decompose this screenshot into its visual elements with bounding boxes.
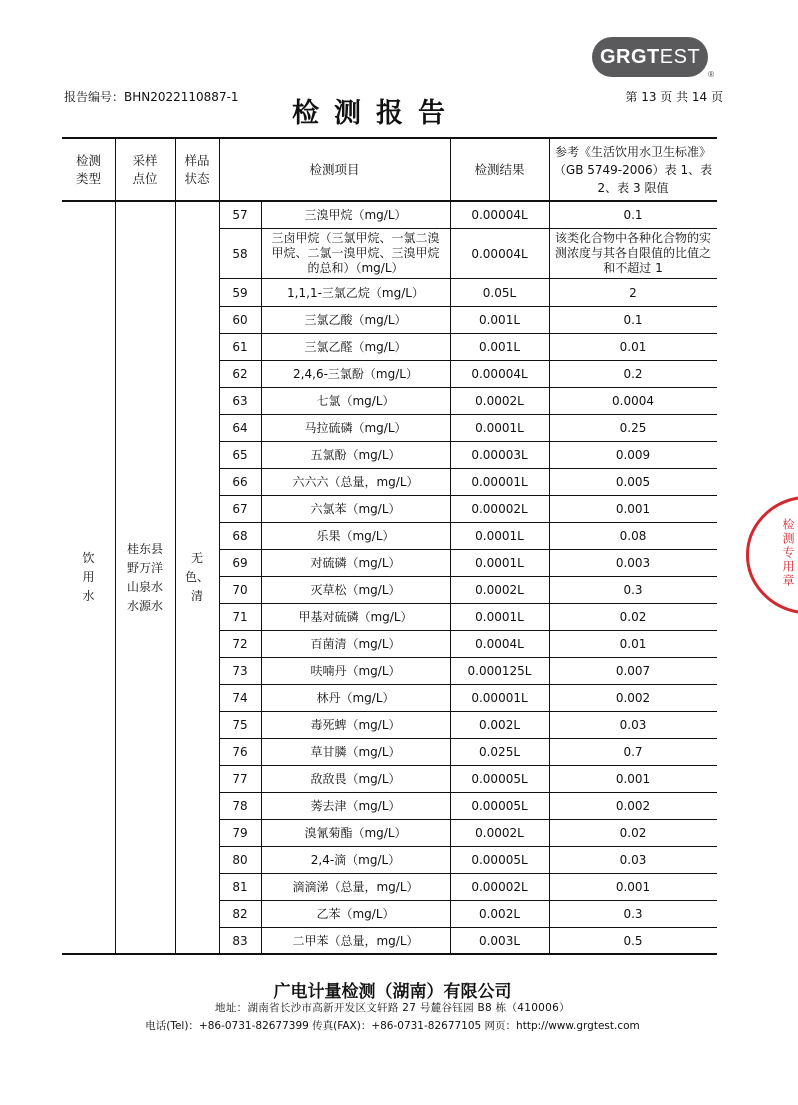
company-name: 广电计量检测（湖南）有限公司: [273, 982, 512, 1002]
row-limit-value: 0.002: [615, 799, 651, 813]
row-limit-value: 0.1: [623, 208, 643, 222]
row-test-item: 对硫磷（mg/L）: [310, 556, 401, 570]
row-test-item: 毒死蜱（mg/L）: [310, 718, 401, 732]
header-sampling-site: 采样 点位: [132, 152, 158, 186]
row-number: 77: [232, 772, 248, 786]
cell-sample-state: 无 色、 清: [184, 551, 209, 603]
row-number: 57: [232, 208, 248, 222]
row-limit-value: 该类化合物中各种化合物的实测浓度与其各自限值的比值之和不超过 1: [555, 231, 712, 275]
company-logo: [592, 37, 714, 81]
row-limit-value: 0.2: [623, 367, 643, 381]
row-number: 80: [232, 853, 248, 867]
row-test-item: 敌敌畏（mg/L）: [310, 772, 401, 786]
row-test-result: 0.0001L: [475, 529, 524, 543]
row-limit-value: 0.3: [623, 583, 643, 597]
row-test-result: 0.002L: [478, 907, 521, 921]
cell-test-type: 饮 用 水: [82, 551, 95, 603]
row-test-item: 灭草松（mg/L）: [310, 583, 401, 597]
header-test-type: 检测 类型: [75, 152, 101, 186]
row-limit-value: 0.002: [615, 691, 651, 705]
row-test-item: 三溴甲烷（mg/L）: [304, 208, 407, 222]
row-number: 81: [232, 880, 248, 894]
row-number: 64: [232, 421, 248, 435]
document-title: 检测报告: [292, 98, 460, 129]
row-test-item: 1,1,1-三氯乙烷（mg/L）: [287, 285, 424, 300]
row-test-result: 0.00004L: [471, 246, 528, 261]
row-test-item: 三氯乙醛（mg/L）: [304, 340, 407, 354]
row-test-item: 七氯（mg/L）: [316, 394, 395, 408]
registered-mark: ®: [708, 70, 714, 79]
row-limit-value: 2: [629, 285, 637, 300]
header-reference-standard: 参考《生活饮用水卫生标准》（GB 5749-2006）表 1、表 2、表 3 限值: [553, 144, 713, 195]
row-test-result: 0.025L: [478, 745, 521, 759]
row-test-result: 0.00005L: [471, 853, 528, 867]
row-test-result: 0.0001L: [475, 610, 524, 624]
row-number: 65: [232, 448, 248, 462]
row-test-result: 0.00002L: [471, 880, 528, 894]
row-number: 83: [232, 934, 248, 948]
row-test-item: 百菌清（mg/L）: [310, 637, 401, 651]
row-number: 66: [232, 475, 248, 489]
row-test-item: 六氯苯（mg/L）: [310, 502, 401, 516]
row-test-item: 草甘膦（mg/L）: [310, 745, 401, 759]
row-number: 79: [232, 826, 248, 840]
row-number: 67: [232, 502, 248, 516]
header-sample-state: 样品 状态: [184, 152, 210, 186]
report-number: 报告编号：BHN2022110887-1: [64, 90, 239, 104]
row-limit-value: 0.7: [623, 745, 643, 759]
row-number: 59: [232, 285, 248, 300]
row-limit-value: 0.03: [619, 718, 647, 732]
row-test-item: 2,4-滴（mg/L）: [310, 853, 401, 867]
row-limit-value: 0.25: [619, 421, 647, 435]
row-test-result: 0.0002L: [475, 394, 524, 408]
row-test-item: 2,4,6-三氯酚（mg/L）: [293, 367, 418, 381]
row-limit-value: 0.001: [615, 772, 651, 786]
row-test-item: 二甲苯（总量，mg/L）: [292, 934, 419, 948]
row-test-result: 0.003L: [478, 934, 521, 948]
row-test-item: 莠去津（mg/L）: [310, 799, 401, 813]
row-limit-value: 0.3: [623, 907, 643, 921]
seal-text: 检测专用章: [781, 518, 795, 588]
logo-text: [600, 46, 700, 69]
row-limit-value: 0.001: [615, 880, 651, 894]
row-test-result: 0.001L: [478, 313, 521, 327]
row-limit-value: 0.02: [619, 826, 647, 840]
row-test-result: 0.000125L: [467, 664, 532, 678]
row-test-result: 0.00004L: [471, 367, 528, 381]
row-test-item: 三氯乙酸（mg/L）: [304, 313, 407, 327]
row-test-result: 0.0002L: [475, 826, 524, 840]
results-table: [62, 137, 717, 954]
row-number: 72: [232, 637, 248, 651]
row-test-item: 马拉硫磷（mg/L）: [304, 421, 407, 435]
inspection-seal: [768, 496, 798, 614]
table-col-rule: [549, 137, 550, 954]
row-limit-value: 0.009: [615, 448, 651, 462]
row-test-result: 0.002L: [478, 718, 521, 732]
table-col-rule: [261, 201, 262, 954]
row-test-result: 0.0001L: [475, 421, 524, 435]
row-test-item: 三卤甲烷（三氯甲烷、一氯二溴甲烷、二氯一溴甲烷、三溴甲烷的总和）（mg/L）: [271, 231, 440, 275]
row-test-item: 五氯酚（mg/L）: [310, 448, 401, 462]
row-test-result: 0.00005L: [471, 772, 528, 786]
row-number: 63: [232, 394, 248, 408]
row-number: 71: [232, 610, 248, 624]
row-test-result: 0.00001L: [471, 475, 528, 489]
row-test-result: 0.001L: [478, 340, 521, 354]
row-number: 74: [232, 691, 248, 705]
row-limit-value: 0.03: [619, 853, 647, 867]
row-number: 75: [232, 718, 248, 732]
row-limit-value: 0.5: [623, 934, 643, 948]
row-limit-value: 0.003: [615, 556, 651, 570]
row-number: 61: [232, 340, 248, 354]
row-number: 76: [232, 745, 248, 759]
row-limit-value: 0.0004: [612, 394, 654, 408]
row-limit-value: 0.02: [619, 610, 647, 624]
row-test-item: 乐果（mg/L）: [316, 529, 395, 543]
row-number: 62: [232, 367, 248, 381]
row-number: 82: [232, 907, 248, 921]
row-number: 58: [232, 246, 248, 261]
row-test-result: 0.00005L: [471, 799, 528, 813]
row-number: 69: [232, 556, 248, 570]
row-test-item: 甲基对硫磷（mg/L）: [298, 610, 413, 624]
row-test-result: 0.0004L: [475, 637, 524, 651]
row-number: 68: [232, 529, 248, 543]
company-address: 地址：湖南省长沙市高新开发区文轩路 27 号麓谷钰园 B8 栋（410006）: [215, 1002, 570, 1014]
row-test-item: 林丹（mg/L）: [316, 691, 395, 705]
row-test-result: 0.00003L: [471, 448, 528, 462]
row-limit-value: 0.001: [615, 502, 651, 516]
row-test-result: 0.00004L: [471, 208, 528, 222]
row-test-item: 滴滴涕（总量，mg/L）: [292, 880, 419, 894]
row-test-item: 六六六（总量，mg/L）: [292, 475, 419, 489]
row-test-result: 0.0001L: [475, 556, 524, 570]
row-limit-value: 0.01: [619, 340, 647, 354]
row-test-item: 乙苯（mg/L）: [316, 907, 395, 921]
row-limit-value: 0.08: [619, 529, 647, 543]
row-test-result: 0.00001L: [471, 691, 528, 705]
row-number: 70: [232, 583, 248, 597]
row-test-item: 呋喃丹（mg/L）: [310, 664, 401, 678]
row-test-item: 溴氰菊酯（mg/L）: [304, 826, 407, 840]
row-number: 60: [232, 313, 248, 327]
row-number: 78: [232, 799, 248, 813]
row-limit-value: 0.01: [619, 637, 647, 651]
row-test-result: 0.0002L: [475, 583, 524, 597]
cell-sampling-site: 桂东县 野万洋 山泉水 水源水: [126, 541, 163, 613]
row-test-result: 0.00002L: [471, 502, 528, 516]
logo-text-thin: EST: [659, 46, 701, 68]
row-limit-value: 0.1: [623, 313, 643, 327]
company-contact: 电话(Tel)：+86-0731-82677399 传真(FAX)：+86-0731-82677105 网页：http://www.grgtest.com: [145, 1020, 640, 1032]
page-number: 第 13 页 共 14 页: [625, 90, 723, 104]
row-test-result: 0.05L: [482, 285, 517, 300]
row-number: 73: [232, 664, 248, 678]
row-limit-value: 0.005: [615, 475, 651, 489]
row-limit-value: 0.007: [615, 664, 651, 678]
header-test-result: 检测结果: [474, 161, 525, 177]
logo-text-bold: GRGT: [600, 46, 660, 68]
header-test-item: 检测项目: [309, 161, 360, 177]
